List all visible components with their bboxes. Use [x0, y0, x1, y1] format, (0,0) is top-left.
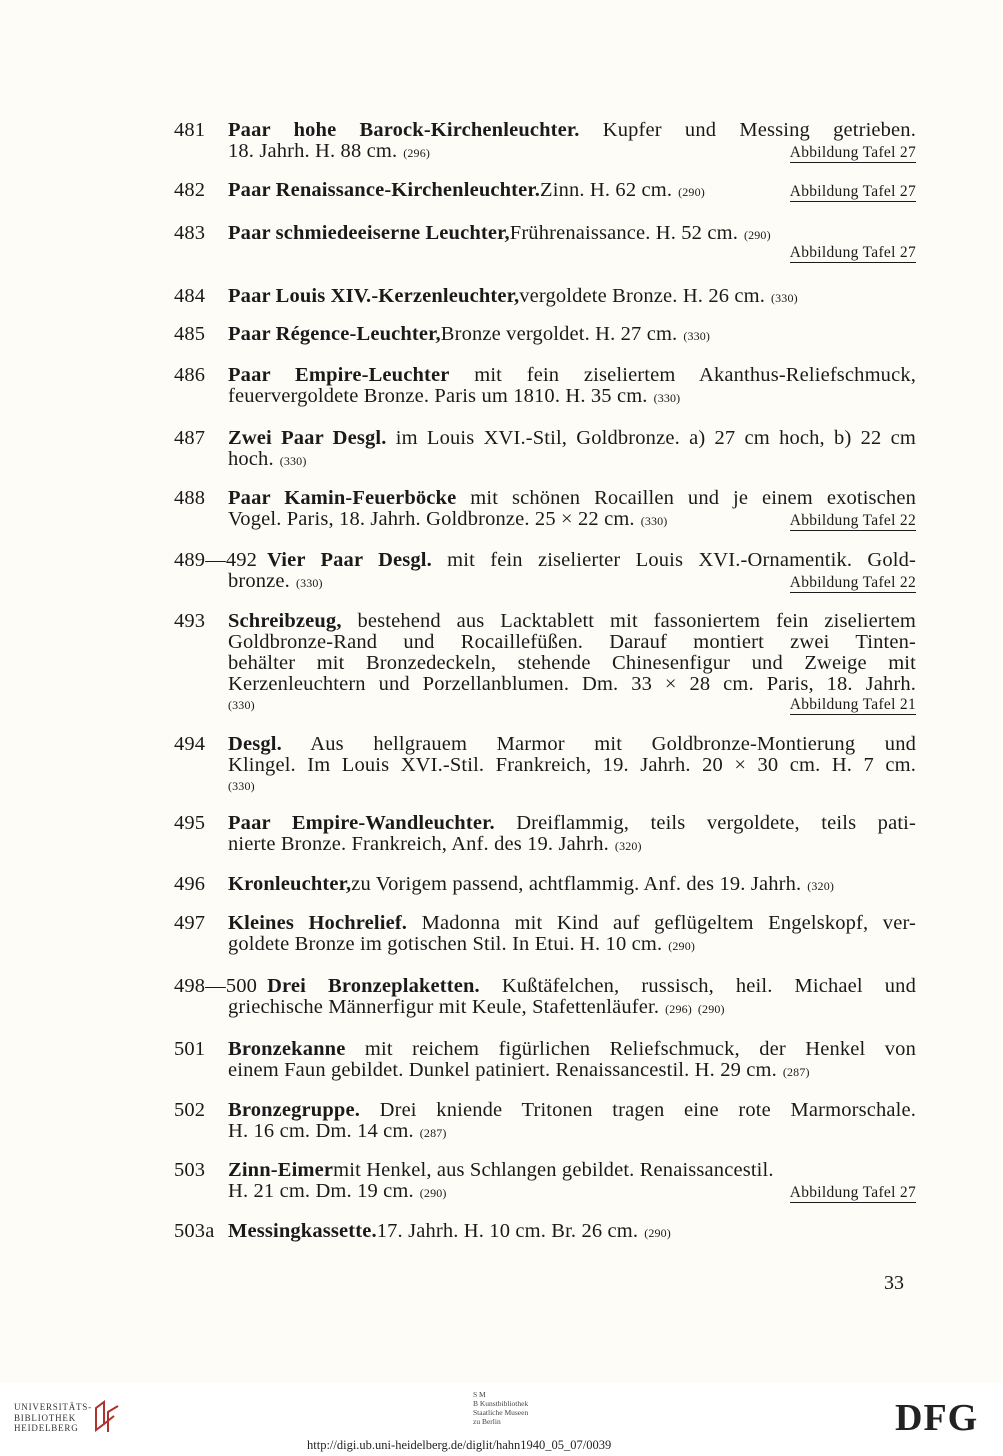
- entry-text: bestehend aus Lacktablett mit fassoniertem fein ziseliertem: [341, 610, 916, 632]
- plate-reference: Abbildung Tafel 21: [789, 696, 916, 713]
- entry-text: mit schönen Rocaillen und je einem exotischen: [456, 487, 916, 509]
- logo-text-line: HEIDELBERG: [14, 1423, 79, 1433]
- entry-text: nierte Bronze. Frankreich, Anf. des 19. Jahrh.: [228, 833, 609, 855]
- entry-488: 488 Paar Kamin-Feuerböcke mit schönen Rocaillen und je einem exotischen Vogel. Paris, 18. Jahrh. Goldbronze. 25 × 22 cm. (330) Abbildung Tafel 22: [174, 487, 916, 530]
- entry-481: 481 Paar hohe Barock-Kirchenleuchter. Kupfer und Messing getrieben. 18. Jahrh. H. 88 cm. (296) Abbildung Tafel 27: [174, 119, 916, 162]
- entry-503: 503 Zinn-Eimer mit Henkel, aus Schlangen gebildet. Renaissancestil. H. 21 cm. Dm. 19 cm. (290) Abbildung Tafel 27: [174, 1159, 916, 1202]
- entry-title: Paar Empire-Wandleuchter.: [228, 812, 495, 834]
- dfg-logo[interactable]: DFG: [895, 1397, 979, 1439]
- plate-reference: Abbildung Tafel 27: [789, 144, 916, 161]
- entry-title: Schreibzeug,: [228, 610, 342, 632]
- entry-number: 485: [174, 323, 206, 345]
- entry-title: Paar schmiedeeiserne Leuchter,: [228, 222, 510, 244]
- entry-text: Dreiflammig, teils vergoldete, teils pati-: [494, 812, 916, 834]
- entry-text: bronze.: [228, 570, 290, 592]
- entry-title: Bronzegruppe.: [228, 1099, 360, 1121]
- entry-number: 501: [174, 1038, 206, 1060]
- entry-title: Drei Bronzeplaketten.: [267, 975, 480, 997]
- entry-title: Paar Empire-Leuchter: [228, 364, 450, 386]
- entry-number: 503: [174, 1159, 206, 1181]
- entry-number: 487: [174, 427, 206, 449]
- entry-text: Zinn. H. 62 cm.: [540, 179, 673, 201]
- entry-text: Klingel. Im Louis XVI.-Stil. Frankreich, 19. Jahrh. 20 × 30 cm. H. 7 cm.: [228, 754, 916, 776]
- entry-title: Paar Renaissance-Kirchenleuchter.: [228, 179, 541, 201]
- stamp-line: Staatliche Museen: [473, 1408, 529, 1417]
- entry-number: 502: [174, 1099, 206, 1121]
- entry-number: 488: [174, 487, 206, 509]
- entry-485: 485 Paar Régence-Leuchter, Bronze vergoldet. H. 27 cm. (330): [174, 323, 711, 345]
- plate-reference: Abbildung Tafel 22: [789, 512, 916, 529]
- permalink-url[interactable]: http://digi.ub.uni-heidelberg.de/diglit/hahn1940_05_07/0039: [307, 1438, 612, 1452]
- entry-text: H. 16 cm. Dm. 14 cm.: [228, 1120, 414, 1142]
- stamp-line: zu Berlin: [473, 1417, 501, 1426]
- entry-number: 495: [174, 812, 206, 834]
- entry-title: Desgl.: [228, 733, 282, 755]
- entry-text: Kußtäfelchen, russisch, heil. Michael und: [479, 975, 916, 997]
- entry-number: 498—500: [174, 975, 258, 997]
- page-number: 33: [884, 1272, 904, 1294]
- entry-483: 483 Paar schmiedeeiserne Leuchter, Frührenaissance. H. 52 cm. (290) Abbildung Tafel 27: [174, 222, 916, 261]
- entry-title: Paar Régence-Leuchter,: [228, 323, 441, 345]
- entry-text: Vogel. Paris, 18. Jahrh. Goldbronze. 25 × 22 cm.: [228, 508, 635, 530]
- stamp-line: B Kunstbibliothek: [473, 1399, 529, 1408]
- entry-title: Paar Kamin-Feuerböcke: [228, 487, 457, 509]
- provenance-ref: (330): [228, 698, 255, 712]
- entry-text: einem Faun gebildet. Dunkel patiniert. Renaissancestil. H. 29 cm.: [228, 1059, 777, 1081]
- plate-reference: Abbildung Tafel 27: [789, 244, 916, 261]
- entry-number: 497: [174, 912, 206, 934]
- entry-486: 486 Paar Empire-Leuchter mit fein ziseliertem Akanthus-Reliefschmuck, feuervergoldete Bronze. Paris um 1810. H. 35 cm. (330): [174, 364, 916, 407]
- entry-number: 486: [174, 364, 206, 386]
- entry-title: Bronzekanne: [228, 1038, 346, 1060]
- entry-482: 482 Paar Renaissance-Kirchenleuchter. Zinn. H. 62 cm. (290) Abbildung Tafel 27: [174, 179, 916, 201]
- entry-title: Paar hohe Barock-Kirchenleuchter.: [228, 119, 580, 141]
- university-library-logo[interactable]: [14, 1402, 92, 1434]
- entry-number: 482: [174, 179, 206, 201]
- entry-number: 481: [174, 119, 206, 141]
- entry-494: [174, 734, 916, 797]
- entry-title: Paar Louis XIV.-Kerzenleuchter,: [228, 285, 520, 307]
- entry-text: goldete Bronze im gotischen Stil. In Etui. H. 10 cm.: [228, 933, 663, 955]
- entry-text: behälter mit Bronzedeckeln, stehende Chinesenfigur und Zweige mit: [228, 652, 916, 674]
- entry-484: 484 Paar Louis XIV.-Kerzenleuchter, vergoldete Bronze. H. 26 cm. (330): [174, 285, 798, 307]
- entry-text: im Louis XVI.-Stil, Goldbronze. a) 27 cm hoch, b) 22 cm: [386, 427, 917, 449]
- entry-text: Kupfer und Messing getrieben.: [579, 119, 916, 141]
- entry-text: Kerzenleuchtern und Porzellanblumen. Dm. 33 × 28 cm. Paris, 18. Jahrh.: [228, 673, 916, 695]
- entry-498-500: 498—500 Drei Bronzeplaketten. Kußtäfelchen, russisch, heil. Michael und griechische Männerfigur mit Keule, Stafettenläufer. (296) (290): [174, 975, 916, 1018]
- provenance-ref: (330): [228, 779, 255, 793]
- entry-text: Goldbronze-Rand und Rocaillefüßen. Darauf montiert zwei Tinten-: [228, 631, 916, 653]
- entry-496: 496 Kronleuchter, zu Vorigem passend, achtflammig. Anf. des 19. Jahrh. (320): [174, 873, 834, 895]
- entry-title: Zinn-Eimer: [228, 1159, 334, 1181]
- entry-text: zu Vorigem passend, achtflammig. Anf. des 19. Jahrh.: [351, 873, 802, 895]
- entry-text: mit Henkel, aus Schlangen gebildet. Renaissancestil.: [333, 1159, 774, 1181]
- entry-487: 487 Zwei Paar Desgl. im Louis XVI.-Stil, Goldbronze. a) 27 cm hoch, b) 22 cm hoch. (330): [174, 427, 917, 470]
- entry-number: 496: [174, 873, 206, 895]
- entry-text: mit fein ziseliertem Akanthus-Reliefschmuck,: [449, 364, 916, 386]
- entry-text: hoch.: [228, 448, 274, 470]
- entry-title: Vier Paar Desgl.: [267, 549, 432, 571]
- plate-reference: Abbildung Tafel 27: [789, 183, 916, 200]
- entry-text: Drei kniende Tritonen tragen eine rote Marmorschale.: [359, 1099, 916, 1121]
- entry-497: 497 Kleines Hochrelief. Madonna mit Kind auf geflügeltem Engelskopf, ver- goldete Bronze im gotischen Stil. In Etui. H. 10 cm. (290): [174, 912, 916, 955]
- logo-text-line: UNIVERSITÄTS-: [14, 1402, 92, 1412]
- entry-text: vergoldete Bronze. H. 26 cm.: [519, 285, 766, 307]
- entry-502: 502 Bronzegruppe. Drei kniende Tritonen tragen eine rote Marmorschale. H. 16 cm. Dm. 14 cm. (287): [174, 1099, 916, 1142]
- entry-text: mit fein ziselierter Louis XVI.-Ornamentik. Gold-: [431, 549, 917, 571]
- stamp-line: S M: [473, 1390, 486, 1399]
- entry-503a: 503a Messingkassette. 17. Jahrh. H. 10 cm. Br. 26 cm. (290): [174, 1220, 671, 1242]
- entry-number: 493: [174, 610, 206, 632]
- entry-number: 484: [174, 285, 206, 307]
- logo-text-line: BIBLIOTHEK: [14, 1412, 76, 1423]
- entry-489-492: 489—492 Vier Paar Desgl. mit fein ziselierter Louis XVI.-Ornamentik. Gold- bronze. (330) Abbildung Tafel 22: [174, 549, 917, 592]
- entry-title: Kleines Hochrelief.: [228, 912, 408, 934]
- library-emblem-icon: [92, 1398, 122, 1434]
- entry-text: Frührenaissance. H. 52 cm.: [509, 222, 738, 244]
- entry-text: Aus hellgrauem Marmor mit Goldbronze-Montierung und: [281, 733, 916, 755]
- entry-495: 495 Paar Empire-Wandleuchter. Dreiflammig, teils vergoldete, teils pati- nierte Bronze. Frankreich, Anf. des 19. Jahrh. (320): [174, 812, 916, 855]
- entry-number: 489—492: [174, 549, 258, 571]
- library-stamp: [473, 1390, 528, 1426]
- entry-493: [174, 611, 916, 716]
- entry-text: H. 21 cm. Dm. 19 cm.: [228, 1180, 414, 1202]
- entry-text: 18. Jahrh. H. 88 cm.: [228, 140, 398, 162]
- plate-reference: Abbildung Tafel 22: [789, 574, 916, 591]
- entry-text: Bronze vergoldet. H. 27 cm.: [440, 323, 678, 345]
- plate-reference: Abbildung Tafel 27: [789, 1184, 916, 1201]
- entry-title: Zwei Paar Desgl.: [228, 427, 387, 449]
- entry-title: Kronleuchter,: [228, 873, 352, 895]
- entry-text: Madonna mit Kind auf geflügeltem Engelskopf, ver-: [407, 912, 916, 934]
- entry-text: griechische Männerfigur mit Keule, Stafettenläufer.: [228, 996, 660, 1018]
- entry-text: feuervergoldete Bronze. Paris um 1810. H. 35 cm.: [228, 385, 648, 407]
- entry-text: 17. Jahrh. H. 10 cm. Br. 26 cm.: [376, 1220, 639, 1242]
- entry-text: mit reichem figürlichen Reliefschmuck, der Henkel von: [345, 1038, 916, 1060]
- entry-501: 501 Bronzekanne mit reichem figürlichen Reliefschmuck, der Henkel von einem Faun gebildet. Dunkel patiniert. Renaissancestil. H. 29 cm. (287): [174, 1038, 916, 1081]
- entry-title: Messingkassette.: [228, 1220, 377, 1242]
- entry-number: 503a: [174, 1220, 215, 1242]
- entry-number: 494: [174, 733, 206, 755]
- entry-number: 483: [174, 222, 206, 244]
